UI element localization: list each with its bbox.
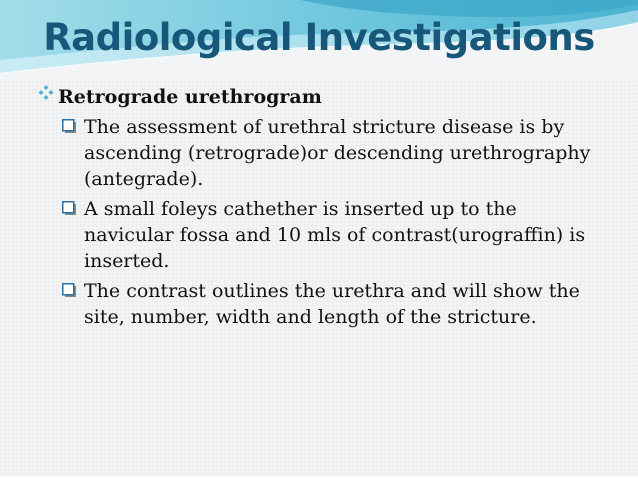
bullet-point-text: The assessment of urethral stricture disease is by ascending (retrograde)or descending urethrography (antegrade). — [84, 116, 591, 190]
bullet-point-text: A small foleys cathether is inserted up to the navicular fossa and 10 mls of contrast(urograffin) is inserted. — [84, 198, 586, 272]
bullet-point-2 — [62, 196, 604, 274]
bullet-point-text: The contrast outlines the urethra and will show the site, number, width and length of the stricture. — [84, 280, 580, 328]
shadowed-square-icon — [62, 283, 77, 298]
slide-body — [0, 84, 638, 330]
slide-title: Radiological Investigations — [43, 16, 595, 59]
shadowed-square-icon — [62, 201, 77, 216]
bullet-point-1 — [62, 114, 604, 192]
bullet-level1-text: Retrograde urethrogram — [58, 86, 322, 108]
diamond-cluster-icon — [38, 85, 54, 101]
bullet-level1 — [38, 84, 638, 110]
bullet-point-3 — [62, 278, 604, 330]
shadowed-square-icon — [62, 119, 77, 134]
